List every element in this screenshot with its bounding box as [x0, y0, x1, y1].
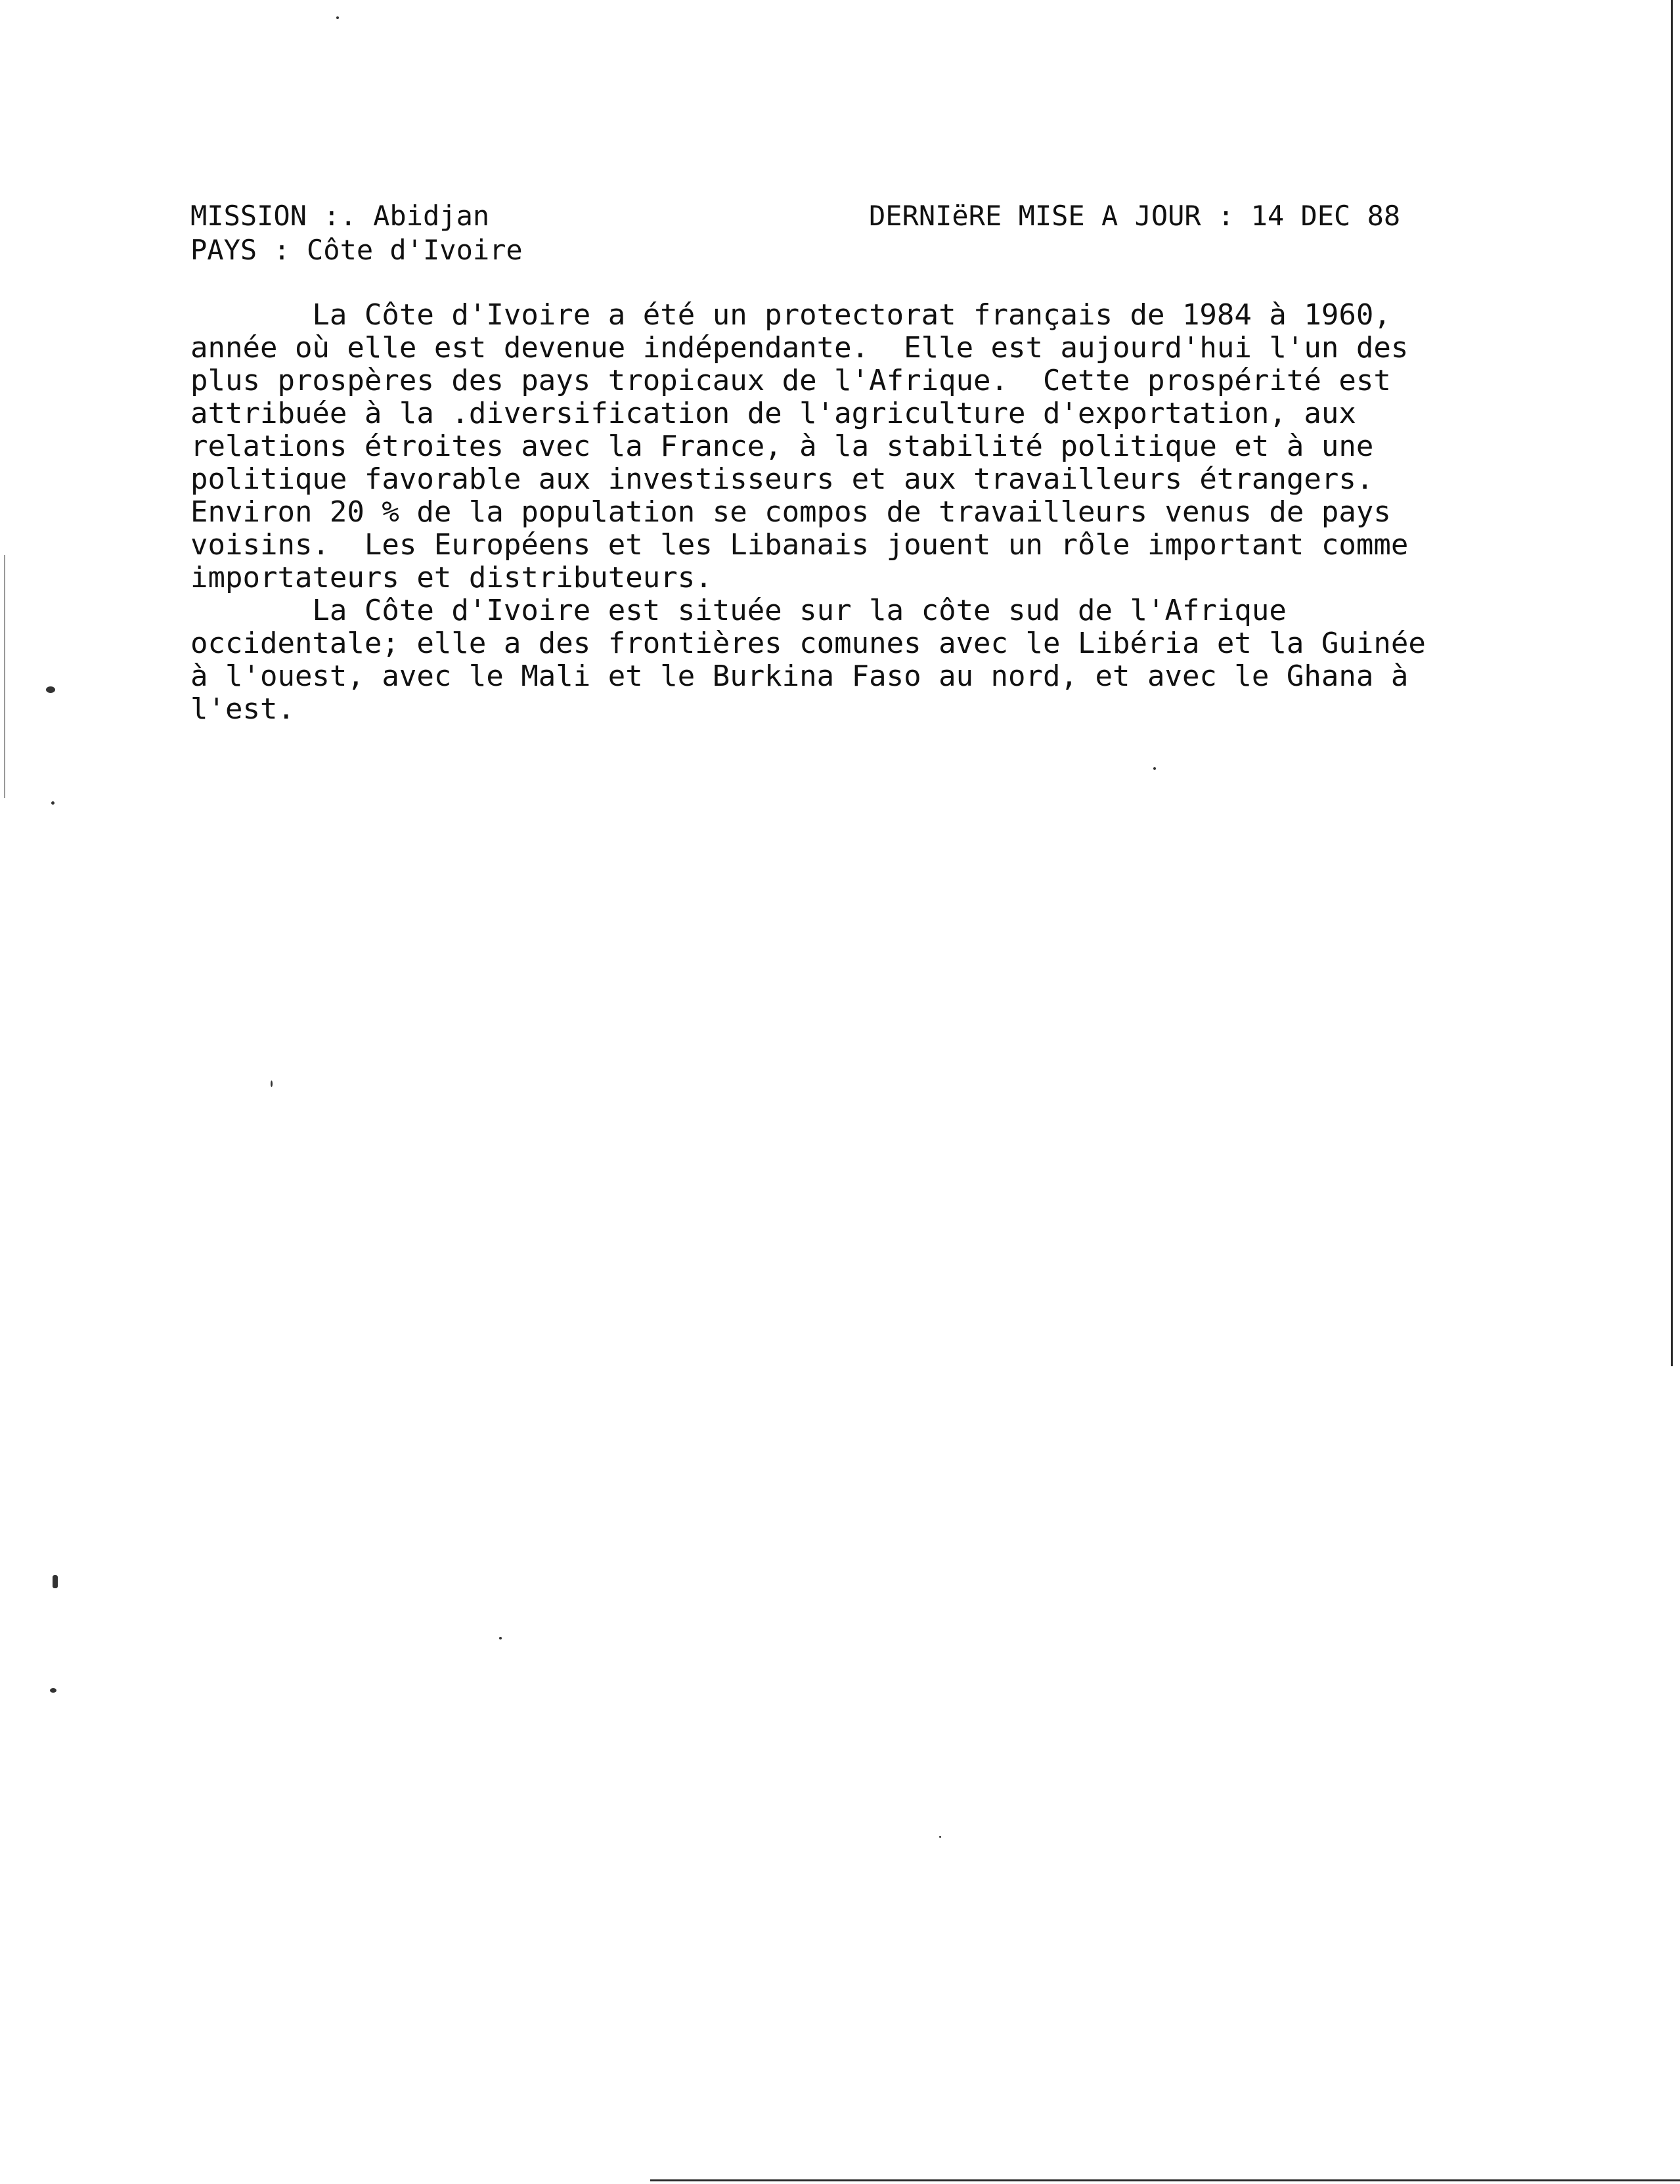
mission-line: MISSION :. Abidjan — [190, 200, 490, 232]
text-line: occidentale; elle a des frontières comunes avec le Libéria et la Guinée — [190, 627, 1426, 660]
scan-speck — [1153, 767, 1156, 770]
scan-edge-line-left — [4, 555, 5, 798]
scan-edge-line-right — [1671, 0, 1673, 1366]
text-line: La Côte d'Ivoire est située sur la côte sud de l'Afrique — [190, 594, 1287, 627]
text-line: La Côte d'Ivoire a été un protectorat français de 1984 à 1960, — [190, 298, 1391, 332]
scan-speck — [271, 1081, 273, 1087]
text-line: Environ 20 % de la population se compos de travailleurs venus de pays — [190, 495, 1391, 529]
scan-speck — [939, 1836, 941, 1838]
scan-speck — [499, 1637, 502, 1639]
document-header — [190, 199, 1570, 267]
scan-speck — [50, 1688, 56, 1693]
text-line: l'est. — [190, 692, 295, 726]
text-line: importateurs et distributeurs. — [190, 561, 713, 594]
last-update-line: DERNIëRE MISE A JOUR : 14 DEC 88 — [869, 200, 1401, 232]
text-line: à l'ouest, avec le Mali et le Burkina Faso au nord, et avec le Ghana à — [190, 659, 1409, 693]
scan-speck — [51, 801, 55, 805]
scan-speck — [46, 686, 55, 693]
text-line: relations étroites avec la France, à la stabilité politique et à une — [190, 430, 1374, 463]
text-line: attribuée à la .diversification de l'agriculture d'exportation, aux — [190, 397, 1356, 430]
text-line: année où elle est devenue indépendante. Elle est aujourd'hui l'un des — [190, 331, 1409, 365]
country-line: PAYS : Côte d'Ivoire — [190, 234, 523, 266]
body-text — [190, 299, 1563, 726]
text-line: voisins. Les Européens et les Libanais jouent un rôle important comme — [190, 528, 1409, 562]
text-line: plus prospères des pays tropicaux de l'Afrique. Cette prospérité est — [190, 364, 1391, 397]
scan-edge-line-bottom — [650, 2179, 1680, 2181]
text-line: politique favorable aux investisseurs et aux travailleurs étrangers. — [190, 462, 1374, 496]
scan-speck — [53, 1575, 58, 1588]
scan-speck — [336, 16, 339, 19]
